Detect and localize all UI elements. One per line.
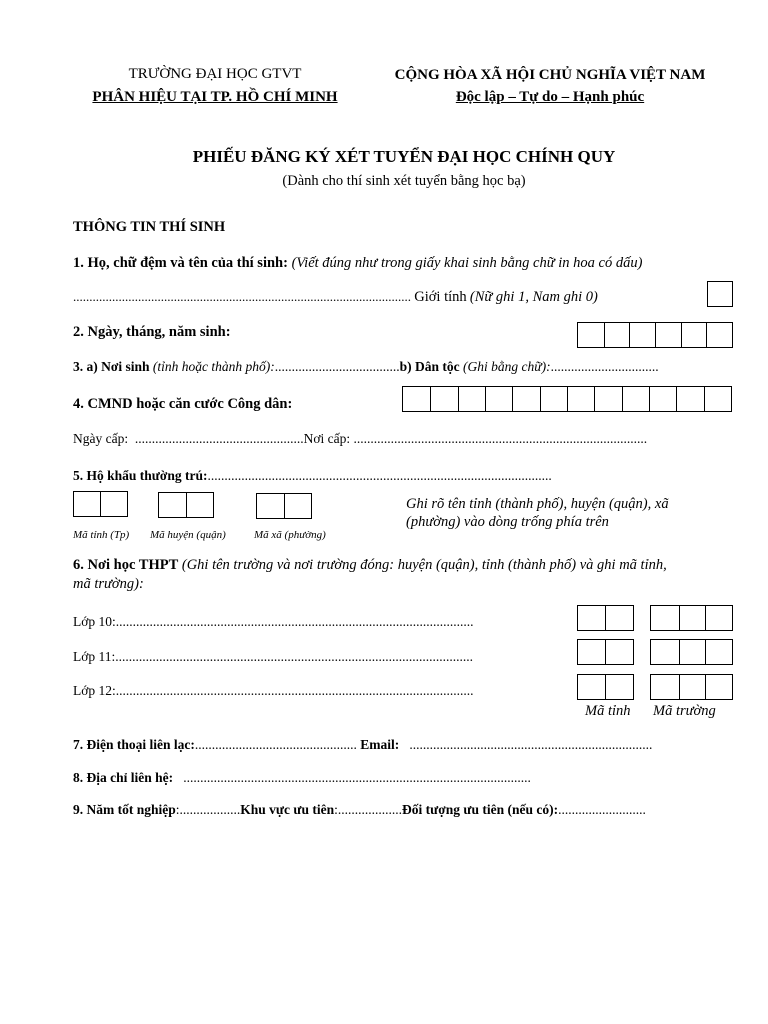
code-cell[interactable]: [679, 675, 706, 699]
gender-box[interactable]: [707, 281, 733, 307]
id-cell[interactable]: [649, 387, 676, 411]
contact-address-field[interactable]: .......................................................................................................: [183, 770, 531, 785]
residence-province-code[interactable]: [73, 491, 128, 517]
email-field[interactable]: ........................................................................: [409, 737, 653, 752]
q1-answer-row: [73, 289, 598, 306]
grade11-row: [73, 649, 473, 665]
grade11-province-code[interactable]: [577, 639, 634, 665]
q8-row: [73, 770, 531, 786]
gender-label: Giới tính: [414, 289, 467, 305]
graduation-year-field[interactable]: :..................: [175, 802, 241, 817]
grade12-row: [73, 683, 474, 699]
ward-code-caption: Mã xã (phường): [254, 529, 326, 541]
q3-ethnicity-note: (Ghi bằng chữ):: [462, 359, 551, 374]
grade12-label: Lớp 12:: [73, 683, 116, 698]
dob-cell[interactable]: [629, 323, 655, 347]
q6-note-line2: mã trường):: [73, 576, 144, 592]
birthplace-field[interactable]: .....................................: [274, 359, 400, 374]
id-cell[interactable]: [622, 387, 649, 411]
code-cell[interactable]: [651, 606, 679, 630]
q7-row: [73, 737, 652, 753]
id-number-boxes[interactable]: [402, 386, 732, 412]
residence-ward-code[interactable]: [256, 493, 312, 519]
q1-row: [73, 255, 642, 272]
residence-field[interactable]: ......................................................................................................: [207, 468, 552, 483]
issue-date-field[interactable]: ..................................................: [134, 431, 304, 446]
residence-district-code[interactable]: [158, 492, 214, 518]
q8-label: 8. Địa chỉ liên hệ:: [73, 770, 174, 785]
id-cell[interactable]: [704, 387, 731, 411]
residence-note-line1: Ghi rõ tên tỉnh (thành phố), huyện (quận), xã: [406, 496, 669, 512]
id-cell[interactable]: [458, 387, 485, 411]
code-cell[interactable]: [705, 640, 732, 664]
code-cell[interactable]: [605, 675, 633, 699]
issue-date-label: Ngày cấp:: [73, 431, 129, 446]
q6-note: (Ghi tên trường và nơi trường đóng: huyện (quận), tỉnh (thành phố) và ghi mã tỉnh,: [181, 557, 667, 573]
grade12-province-code[interactable]: [577, 674, 634, 700]
dob-boxes[interactable]: [577, 322, 733, 348]
code-cell[interactable]: [257, 494, 284, 518]
grade11-school-code[interactable]: [650, 639, 733, 665]
q1-note: (Viết đúng như trong giấy khai sinh bằng chữ in hoa có dấu): [291, 255, 643, 271]
grade10-field[interactable]: ..........................................................................................................: [115, 614, 474, 629]
priority-area-field[interactable]: :...................: [334, 802, 403, 817]
grade10-province-code[interactable]: [577, 605, 634, 631]
q6-row: [73, 557, 667, 574]
id-cell[interactable]: [594, 387, 621, 411]
ethnicity-field[interactable]: ................................: [550, 359, 659, 374]
grade10-school-code[interactable]: [650, 605, 733, 631]
id-cell[interactable]: [567, 387, 594, 411]
code-cell[interactable]: [651, 675, 679, 699]
q6-label: 6. Nơi học THPT: [73, 557, 179, 573]
code-cell[interactable]: [705, 606, 732, 630]
nation-name: CỘNG HÒA XÃ HỘI CHỦ NGHĨA VIỆT NAM: [394, 67, 706, 83]
id-cell[interactable]: [540, 387, 567, 411]
dob-cell[interactable]: [706, 323, 732, 347]
code-cell[interactable]: [100, 492, 127, 516]
form-title: PHIẾU ĐĂNG KÝ XÉT TUYỂN ĐẠI HỌC CHÍNH QUY: [192, 147, 616, 166]
grade12-school-code[interactable]: [650, 674, 733, 700]
province-code-caption: Mã tỉnh (Tp): [73, 529, 130, 541]
email-label: Email:: [360, 737, 400, 752]
q9-label: 9. Năm tốt nghiệp: [73, 802, 176, 817]
code-cell[interactable]: [705, 675, 732, 699]
district-code-caption: Mã huyện (quận): [150, 529, 226, 541]
id-cell[interactable]: [485, 387, 512, 411]
grade12-field[interactable]: ..........................................................................................................: [115, 683, 474, 698]
q5-label: 5. Hộ khẩu thường trú:: [73, 468, 208, 483]
id-cell[interactable]: [430, 387, 457, 411]
code-cell[interactable]: [605, 606, 633, 630]
code-cell[interactable]: [605, 640, 633, 664]
q4-label: 4. CMND hoặc căn cước Công dân:: [73, 396, 293, 412]
grade10-label: Lớp 10:: [73, 614, 116, 629]
province-code-caption: Mã tỉnh: [585, 703, 631, 719]
id-cell[interactable]: [676, 387, 703, 411]
dob-cell[interactable]: [681, 323, 707, 347]
school-branch: PHÂN HIỆU TẠI TP. HỒ CHÍ MINH: [92, 89, 338, 105]
q7-label: 7. Điện thoại liên lạc:: [73, 737, 195, 752]
q3-row: [73, 359, 659, 375]
school-code-caption: Mã trường: [653, 703, 716, 719]
q3-birthplace-label: 3. a) Nơi sinh: [73, 359, 150, 374]
priority-group-label: Đối tượng ưu tiên (nếu có):: [402, 802, 559, 817]
q3-ethnicity-label: b) Dân tộc: [399, 359, 460, 374]
issue-place-label: Nơi cấp:: [303, 431, 351, 446]
priority-area-label: Khu vực ưu tiên: [240, 802, 335, 817]
code-cell[interactable]: [679, 606, 706, 630]
school-name: TRƯỜNG ĐẠI HỌC GTVT: [128, 66, 302, 82]
grade11-label: Lớp 11:: [73, 649, 116, 664]
code-cell[interactable]: [74, 492, 100, 516]
q3-birthplace-note: (tỉnh hoặc thành phố):: [152, 359, 275, 374]
form-subtitle: (Dành cho thí sinh xét tuyển bằng học bạ): [282, 173, 526, 189]
id-cell[interactable]: [512, 387, 539, 411]
nation-motto: Độc lập – Tự do – Hạnh phúc: [455, 89, 645, 105]
code-cell[interactable]: [578, 640, 605, 664]
code-cell[interactable]: [578, 606, 605, 630]
section-heading: THÔNG TIN THÍ SINH: [73, 219, 226, 235]
id-cell[interactable]: [403, 387, 430, 411]
issue-place-field[interactable]: .......................................................................................: [353, 431, 648, 446]
q1-label: 1. Họ, chữ đệm và tên của thí sinh:: [73, 255, 288, 271]
code-cell[interactable]: [284, 494, 311, 518]
code-cell[interactable]: [159, 493, 186, 517]
gender-note: (Nữ ghi 1, Nam ghi 0): [469, 289, 598, 305]
dob-cell[interactable]: [578, 323, 604, 347]
residence-note-line2: (phường) vào dòng trống phía trên: [406, 514, 609, 530]
fullname-field[interactable]: ........................................................................................................: [73, 289, 411, 304]
phone-field[interactable]: ................................................: [194, 737, 357, 752]
q2-label: 2. Ngày, tháng, năm sinh:: [73, 324, 231, 340]
q5-row: [73, 468, 552, 484]
grade11-field[interactable]: ..........................................................................................................: [115, 649, 474, 664]
grade10-row: [73, 614, 474, 630]
code-cell[interactable]: [679, 640, 706, 664]
code-cell[interactable]: [651, 640, 679, 664]
q4-issue-row: [73, 431, 647, 447]
priority-group-field[interactable]: ..........................: [558, 802, 646, 817]
dob-cell[interactable]: [604, 323, 630, 347]
dob-cell[interactable]: [655, 323, 681, 347]
q9-row: [73, 802, 646, 818]
code-cell[interactable]: [186, 493, 213, 517]
code-cell[interactable]: [578, 675, 605, 699]
